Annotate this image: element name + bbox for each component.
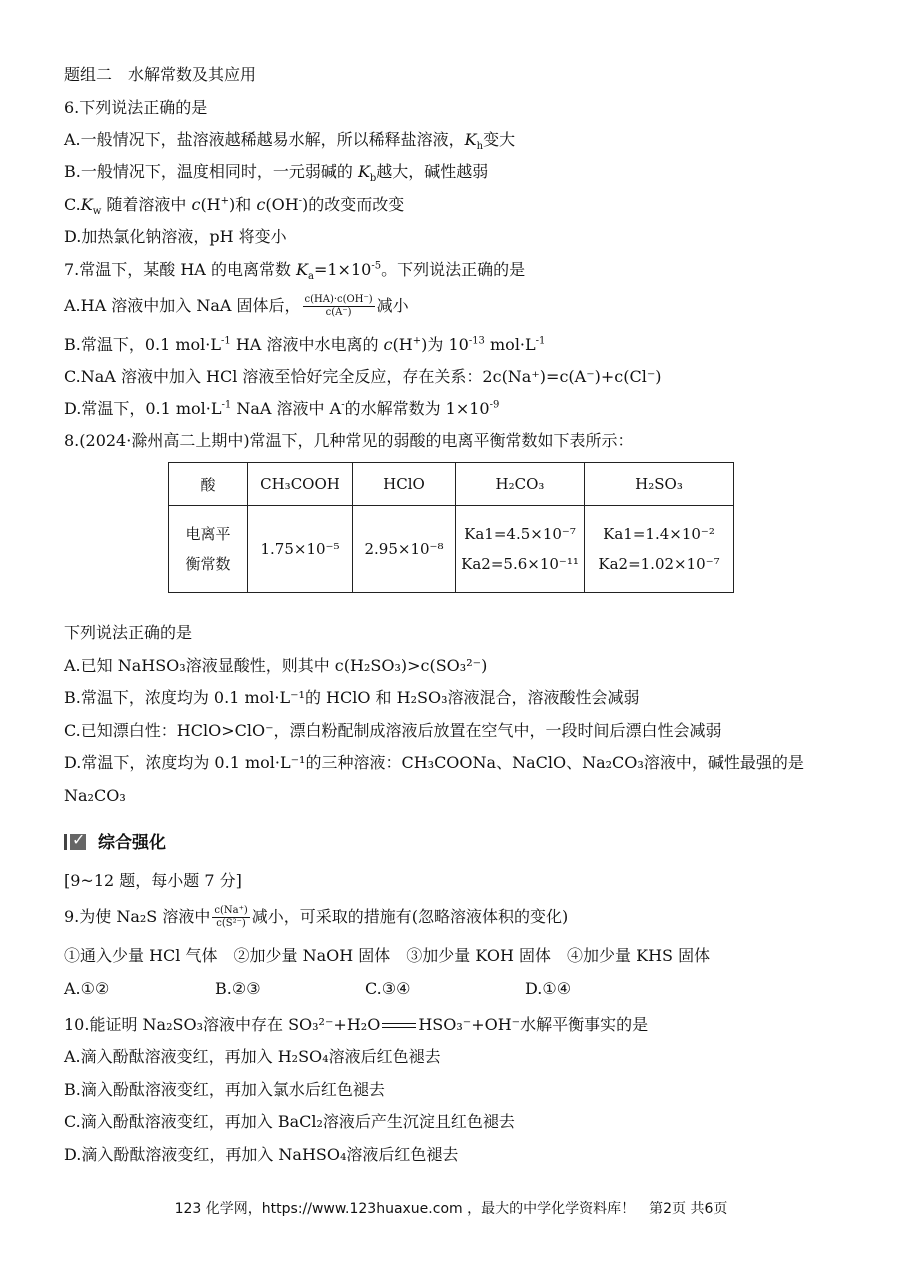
q9-option-c: C.③④ (365, 979, 411, 998)
row-label-line: 衡常数 (185, 555, 231, 573)
q9-options (64, 978, 824, 1000)
q8-option-a: A.已知 NaHSO₃溶液显酸性，则其中 c(H₂SO₃)>c(SO₃²⁻) (64, 656, 488, 675)
table-cell: 1.75×10⁻⁵ (248, 506, 353, 593)
equilibrium-arrow-icon (380, 1021, 418, 1031)
table-header-cell: H₂CO₃ (456, 463, 585, 506)
q9-stem: 9.为使 Na₂S 溶液中 $\frac{c(Na^+)}{\text{c(S²⁻)}}$ 减小，可采取的措施有(忽略溶液体积的变化) (64, 905, 569, 929)
q7-option-a: A.HA 溶液中加入 NaA 固体后， $\frac{c(HA)\cdot c(OH^-)}{c(A^-)}$ 减小 (64, 294, 409, 318)
q10-option-c: C.滴入酚酞溶液变红，再加入 BaCl₂溶液后产生沉淀且红色褪去 (64, 1112, 515, 1131)
section-title: 综合强化 (98, 833, 166, 853)
table-cell (456, 506, 585, 593)
q8-option-c: C.已知漂白性：HClO>ClO⁻，漂白粉配制成溶液后放置在空气中，一段时间后漂白性会减弱 (64, 721, 722, 740)
q6-option-c: $C.K_w$ 随着溶液中 c(H+)和 c(OH-)的改变而改变 (64, 195, 405, 218)
table-header-cell: CH₃COOH (248, 463, 353, 506)
q7-option-b: B.常温下，0.1 $mol\cdot L^{-1}$ HA 溶液中水电离的 c(H+)为 $10^{-13}$ $mol\cdot L^{-1}$ (64, 335, 546, 354)
q9-fraction: $\frac{c(Na^+)}{\text{c(S²⁻)}}$ (214, 905, 248, 929)
q8-stem: 8.(2024·滁州高二上期中)常温下，几种常见的弱酸的电离平衡常数如下表所示： (64, 431, 634, 450)
ionization-constant-table (168, 462, 734, 593)
q7-option-d: D.常温下，0.1 $mol\cdot L^{-1}$ NaA 溶液中 A-的水解常数为 $1\times 10^{-9}$ (64, 399, 500, 418)
q9-measures: ①通入少量 HCl 气体 ②加少量 NaOH 固体 ③加少量 KOH 固体 ④加少量 KHS 固体 (64, 946, 711, 965)
q10-option-d: D.滴入酚酞溶液变红，再加入 NaHSO₄溶液后红色褪去 (64, 1145, 459, 1164)
ka1-value: Ka1=4.5×10⁻⁷ (464, 525, 576, 543)
q10-option-a: A.滴入酚酞溶液变红，再加入 H₂SO₄溶液后红色褪去 (64, 1047, 441, 1066)
table-header-row (169, 463, 734, 506)
q6-stem: 6.下列说法正确的是 (64, 98, 208, 117)
q6-option-b: B.一般情况下，温度相同时，一元弱碱的 $K_b$越大，碱性越弱 (64, 162, 489, 185)
ka2-value: Ka2=1.02×10⁻⁷ (598, 555, 720, 573)
table-cell: 2.95×10⁻⁸ (353, 506, 456, 593)
table-header-cell: HClO (353, 463, 456, 506)
q6-option-a: A.一般情况下，盐溶液越稀越易水解，所以稀释盐溶液，$K_h$变大 (64, 130, 516, 153)
q7-option-c: C.NaA 溶液中加入 HCl 溶液至恰好完全反应，存在关系：2c(Na⁺)=c(A⁻)+c(Cl⁻) (64, 367, 662, 386)
q7-fraction: $\frac{c(HA)\cdot c(OH^-)}{c(A^-)}$ (304, 294, 373, 318)
q8-option-d: D.常温下，浓度均为 0.1 mol·L⁻¹的三种溶液：CH₃COONa、NaClO、Na₂CO₃溶液中，碱性最强的是 (64, 753, 804, 772)
page-footer: 123 化学网，https://www.123huaxue.com ，最大的中学化学资料库！ 第2页 共6页 (174, 1201, 728, 1217)
section-header (64, 828, 166, 853)
scoring-note: [9~12 题，每小题 7 分] (64, 871, 242, 890)
q8-option-b: B.常温下，浓度均为 0.1 mol·L⁻¹的 HClO 和 H₂SO₃溶液混合，溶液酸性会减弱 (64, 688, 640, 707)
q10-stem: 10.能证明 Na₂SO₃溶液中存在 SO₃²⁻+H₂O HSO₃⁻+OH⁻水解平衡事实的是 (64, 1015, 649, 1034)
q8-sub-stem: 下列说法正确的是 (64, 623, 193, 642)
table-header-cell: 酸 (169, 463, 248, 506)
row-label-cell (169, 506, 248, 593)
q9-option-d: D.①④ (525, 979, 572, 998)
table-header-cell: H₂SO₃ (585, 463, 734, 506)
q10-option-b: B.滴入酚酞溶液变红，再加入氯水后红色褪去 (64, 1080, 385, 1099)
q8-option-d-cont: Na₂CO₃ (64, 786, 126, 805)
row-label-line: 电离平 (185, 525, 231, 543)
q9-option-b: B.②③ (215, 979, 261, 998)
checkbox-icon: ✓ (64, 830, 90, 852)
q9-option-a: A.①② (64, 979, 110, 998)
table-row (169, 506, 734, 593)
q7-stem: 7.常温下，某酸 HA 的电离常数 $K_a=1\times 10^{-5}$。下列说法正确的是 (64, 260, 526, 283)
table-cell (585, 506, 734, 593)
group-title: 题组二 水解常数及其应用 (64, 65, 257, 84)
q6-option-d: D.加热氯化钠溶液，pH 将变小 (64, 227, 287, 246)
ka2-value: Ka2=5.6×10⁻¹¹ (461, 555, 579, 573)
ka1-value: Ka1=1.4×10⁻² (603, 525, 715, 543)
